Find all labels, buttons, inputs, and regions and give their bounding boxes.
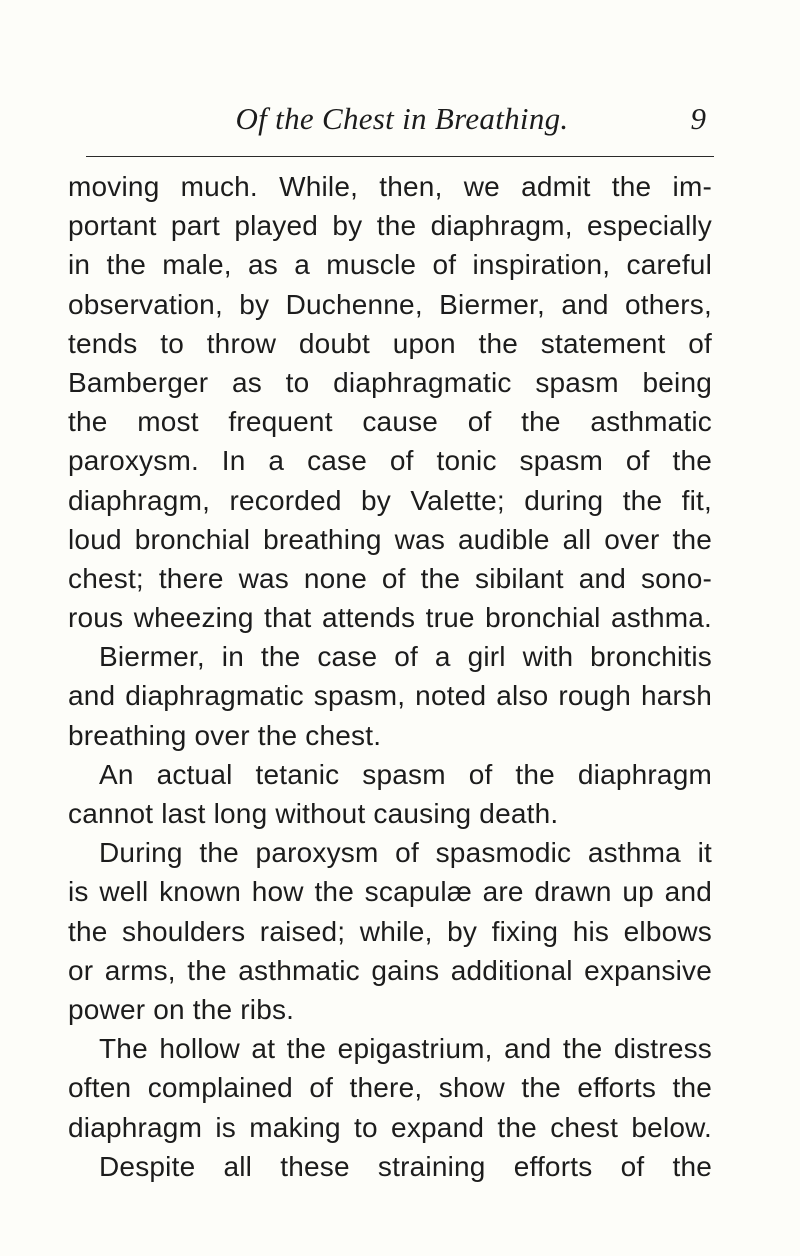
text-line: observation, by Duchenne, Biermer, and others, xyxy=(68,288,712,320)
text-line: tends to throw doubt upon the statement of xyxy=(68,327,712,359)
page-number: 9 xyxy=(690,101,706,136)
text-line: Despite all these straining efforts of the xyxy=(99,1150,712,1182)
running-head xyxy=(96,100,708,150)
text-line: portant part played by the diaphragm, especially xyxy=(68,210,712,242)
text-line: breathing over the chest. xyxy=(68,719,382,751)
text-line: Bamberger as to diaphragmatic spasm being xyxy=(68,366,712,398)
running-title: Of the Chest in Breathing. xyxy=(235,101,569,136)
text-line: An actual tetanic spasm of the diaphragm xyxy=(99,758,712,790)
text-line: diaphragm is making to expand the chest below. xyxy=(68,1111,712,1143)
text-line: paroxysm. In a case of tonic spasm of the xyxy=(68,445,712,477)
text-line: diaphragm, recorded by Valette; during the fit, xyxy=(68,484,712,516)
text-line: loud bronchial breathing was audible all over the xyxy=(68,523,712,555)
text-line: is well known how the scapulæ are drawn up and xyxy=(68,876,712,908)
header-rule xyxy=(86,156,714,157)
body-text xyxy=(68,167,712,1186)
text-line: rous wheezing that attends true bronchial asthma. xyxy=(68,602,712,634)
text-line: moving much. While, then, we admit the im- xyxy=(68,171,712,202)
text-line: the most frequent cause of the asthmatic xyxy=(68,406,712,438)
text-line: chest; there was none of the sibilant and sono- xyxy=(68,562,712,594)
text-line: in the male, as a muscle of inspiration, careful xyxy=(68,249,712,281)
text-line: The hollow at the epigastrium, and the distress xyxy=(99,1033,712,1065)
text-line: cannot last long without causing death. xyxy=(68,798,559,829)
text-line: the shoulders raised; while, by fixing his elbows xyxy=(68,915,712,947)
text-line: During the paroxysm of spasmodic asthma it xyxy=(99,837,712,869)
text-line: often complained of there, show the efforts the xyxy=(68,1072,712,1104)
text-line: power on the ribs. xyxy=(68,993,295,1025)
text-line: and diaphragmatic spasm, noted also rough harsh xyxy=(68,680,712,712)
text-line: or arms, the asthmatic gains additional expansive xyxy=(68,954,712,986)
text-line: Biermer, in the case of a girl with bronchitis xyxy=(99,641,712,673)
